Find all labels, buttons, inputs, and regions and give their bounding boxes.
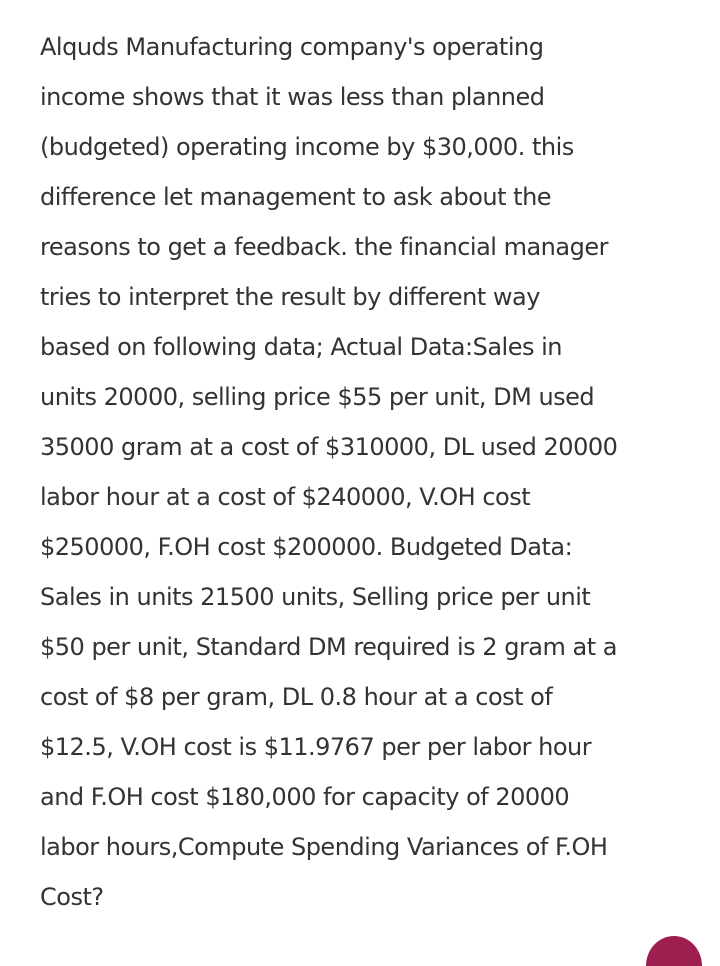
- question-line: difference let management to ask about the: [40, 183, 552, 211]
- question-line: (budgeted) operating income by $30,000. this: [40, 133, 574, 161]
- question-line: Cost?: [40, 883, 104, 911]
- question-line: $50 per unit, Standard DM required is 2 gram at a: [40, 633, 617, 661]
- question-line: reasons to get a feedback. the financial manager: [40, 233, 608, 261]
- question-line: based on following data; Actual Data:Sales in: [40, 333, 562, 361]
- question-text: [40, 22, 690, 922]
- question-line: and F.OH cost $180,000 for capacity of 20000: [40, 783, 570, 811]
- question-line: 35000 gram at a cost of $310000, DL used 20000: [40, 433, 618, 461]
- question-line: tries to interpret the result by different way: [40, 283, 540, 311]
- question-line: Alquds Manufacturing company's operating: [40, 33, 544, 61]
- question-line: labor hours,Compute Spending Variances of F.OH: [40, 833, 608, 861]
- floating-action-button[interactable]: [646, 936, 702, 966]
- question-line: cost of $8 per gram, DL 0.8 hour at a cost of: [40, 683, 553, 711]
- question-line: Sales in units 21500 units, Selling price per unit: [40, 583, 591, 611]
- question-line: $250000, F.OH cost $200000. Budgeted Data:: [40, 533, 573, 561]
- question-line: labor hour at a cost of $240000, V.OH cost: [40, 483, 531, 511]
- question-line: income shows that it was less than planned: [40, 83, 545, 111]
- question-line: $12.5, V.OH cost is $11.9767 per per labor hour: [40, 733, 592, 761]
- question-line: units 20000, selling price $55 per unit, DM used: [40, 383, 595, 411]
